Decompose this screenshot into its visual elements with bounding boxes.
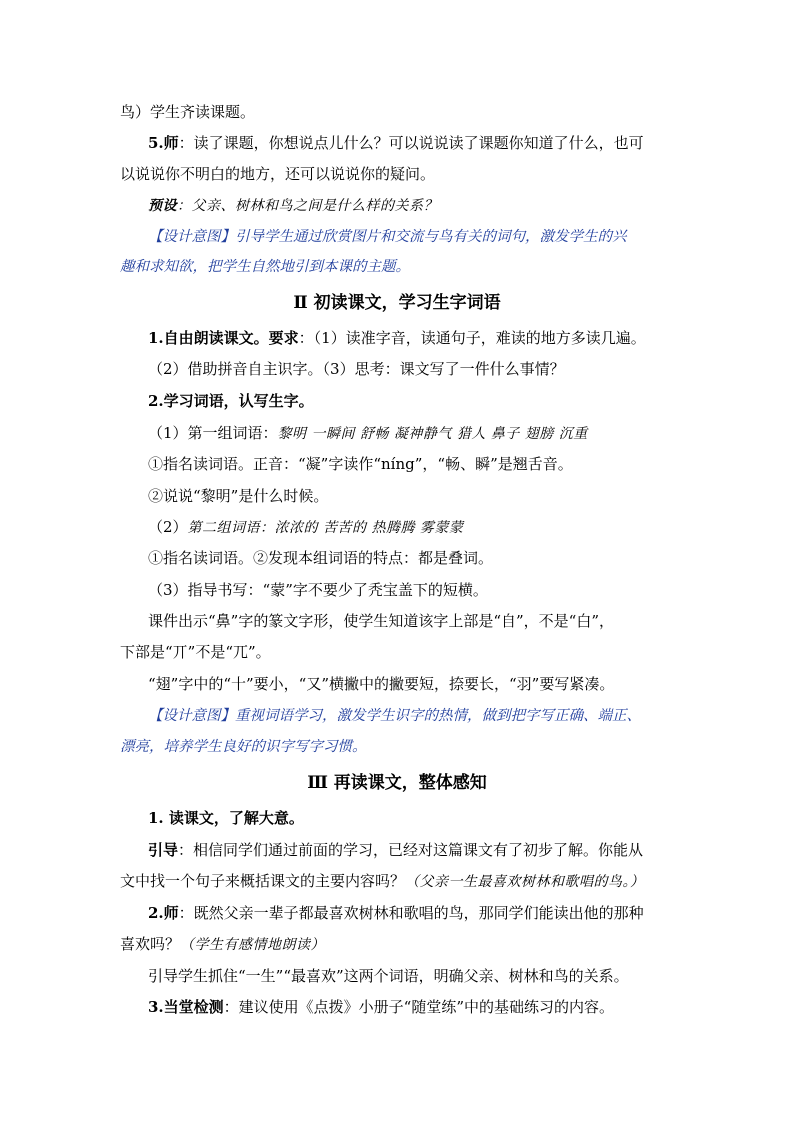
design-intent-line <box>120 255 680 279</box>
text: ①指名读词语。正音：“凝”字读作“níng”，“畅、瞬”是翘舌音。 <box>148 455 573 473</box>
text-line <box>148 609 708 633</box>
text: 课件出示“鼻”字的篆文字形，使学生知道该字上部是“自”，不是“白”， <box>148 612 615 630</box>
text: 漂亮，培养学生良好的识字写字习惯。 <box>120 739 367 755</box>
text: 黎明 一瞬间 舒畅 凝神静气 猎人 鼻子 翅膀 沉重 <box>277 426 588 442</box>
label: 预设 <box>148 198 177 214</box>
text-line <box>148 901 708 925</box>
label: 1.自由朗读课文。要求 <box>148 329 299 347</box>
text-line <box>148 515 708 540</box>
text-line <box>120 162 680 186</box>
text: （3）指导书写：“蒙”字不要少了秃宝盖下的短横。 <box>148 581 488 599</box>
text: （2）借助拼音自主识字。（3）思考：课文写了一件什么事情？ <box>148 360 565 378</box>
text-line <box>148 672 708 696</box>
text: 1. 读课文，了解大意。 <box>148 809 304 827</box>
text-line <box>148 326 708 350</box>
design-intent-line <box>148 704 708 728</box>
text-line <box>148 806 708 830</box>
text: 2.学习词语，认写生字。 <box>148 392 314 410</box>
text: 文中找一个句子来概括课文的主要内容吗？ <box>120 872 406 890</box>
text-line <box>148 484 708 508</box>
text-line <box>148 452 708 476</box>
text: ：父亲、树林和鸟之间是什么样的关系？ <box>177 198 438 214</box>
label: 2.师 <box>148 904 179 922</box>
text: 【设计意图】重视词语学习，激发学生识字的热情，做到把字写正确、端正、 <box>148 708 641 724</box>
text: ：相信同学们通过前面的学习，已经对这篇课文有了初步了解。你能从 <box>178 841 644 859</box>
text: ：读了课题，你想说点儿什么？可以说说读了课题你知道了什么，也可 <box>178 134 644 152</box>
text: ：既然父亲一辈子都最喜欢树林和歌唱的鸟，那同学们能读出他的那种 <box>178 904 644 922</box>
text-line <box>148 995 708 1019</box>
label: 引导 <box>148 841 179 859</box>
label: （1）第一组词语： <box>148 424 278 442</box>
text: （学生有感情地朗读） <box>180 937 326 953</box>
text: “翅”字中的“十”要小，“又”横撇中的撇要短，捺要长，“羽”要写紧凑。 <box>148 675 615 693</box>
text: 【设计意图】引导学生通过欣赏图片和交流与鸟有关的词句，激发学生的兴 <box>148 229 627 245</box>
text-line <box>120 869 680 894</box>
text-line <box>148 193 708 218</box>
label: （2） <box>148 518 188 536</box>
text-line <box>148 964 708 988</box>
section-heading: Ⅲ 再读课文，整体感知 <box>307 773 487 793</box>
text-line <box>148 578 708 602</box>
text: 第二组词语：浓浓的 苦苦的 热腾腾 雾蒙蒙 <box>187 520 464 536</box>
text-line <box>148 546 708 570</box>
text: ：建议使用《点拨》小册子“随堂练”中的基础练习的内容。 <box>223 998 615 1016</box>
text: ：（1）读准字音，读通句子，难读的地方多读几遍。 <box>298 329 646 347</box>
text: ①指名读词语。②发现本组词语的特点：都是叠词。 <box>148 549 494 567</box>
text-line <box>148 421 708 446</box>
text-line <box>148 131 708 155</box>
label: 5.师 <box>148 134 179 152</box>
text: 鸟）学生齐读课题。 <box>120 103 256 121</box>
design-intent-line <box>120 735 680 759</box>
design-intent-line <box>148 225 708 249</box>
text: 以说说你不明白的地方，还可以说说你的疑问。 <box>120 165 436 183</box>
text: 引导学生抓住“一生”“最喜欢”这两个词语，明确父亲、树林和鸟的关系。 <box>148 967 629 985</box>
section-heading: Ⅱ 初读课文，学习生字词语 <box>293 293 501 313</box>
text-line <box>120 932 680 957</box>
text: （父亲一生最喜欢树林和歌唱的鸟。） <box>405 874 645 890</box>
text: 喜欢吗？ <box>120 935 181 953</box>
label: 3.当堂检测 <box>148 998 224 1016</box>
text-line <box>120 100 680 124</box>
text: 趣和求知欲，把学生自然地引到本课的主题。 <box>120 259 410 275</box>
text-line <box>120 640 680 664</box>
text-line <box>148 389 708 413</box>
text-line <box>148 357 708 381</box>
text: ②说说“黎明”是什么时候。 <box>148 487 329 505</box>
text-line <box>148 838 708 862</box>
text: 下部是“丌”不是“兀”。 <box>120 643 271 661</box>
